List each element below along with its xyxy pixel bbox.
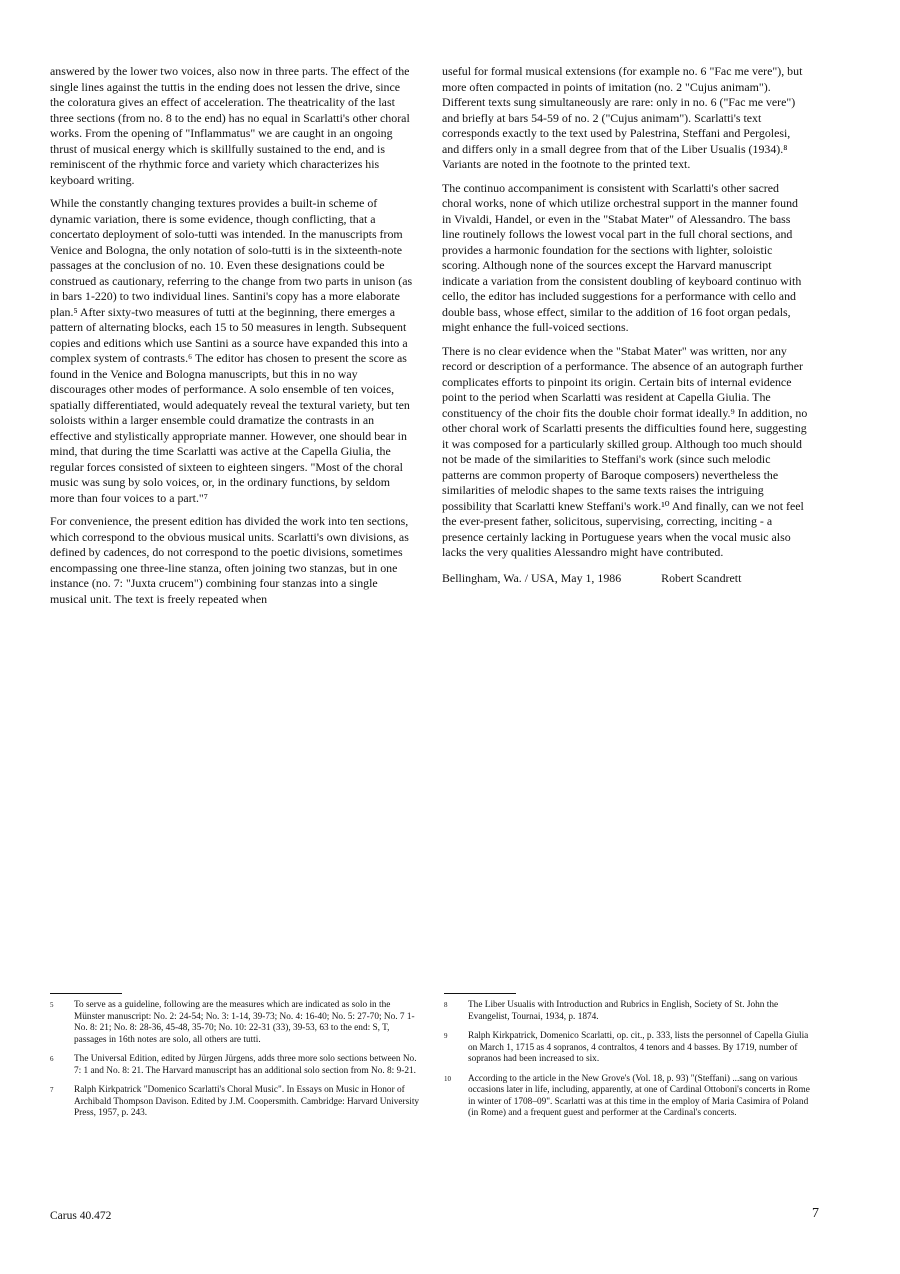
footnote-mark: 7: [50, 1086, 54, 1094]
footnote-mark: 5: [50, 1001, 54, 1009]
footnote-mark: 6: [50, 1055, 54, 1063]
paragraph: answered by the lower two voices, also now in three parts. The effect of the single lines against the tuttis in the ending does not lessen the drive, since the coloratura gives an effect of acceleration. The theatricality of the last three sections (from no. 8 to the end) has no equal in Scarlatti's other choral works. From the opening of "Inflammatus" we are caught in an ongoing thrust of musical energy which is skillfully sustained to the end, and is reminiscent of the rhythmic force and variety which characterizes his keyboard writing.: [50, 64, 410, 187]
paragraph: While the constantly changing textures provides a built-in scheme of dynamic variation, there is some evidence, though conflicting, that a concertato deployment of solo-tutti was intended. In the manuscripts from Venice and Bologna, the only notation of solo-tutti is in the sixteenth-note passages at the conclusion of no. 10. Even these designations could be construed as cautionary, referring to the change from two parts in unison (as in bars 1-220) to two individual lines. Santini's copy has a more elaborate plan.⁵ After sixty-two measures of tutti at the beginning, there emerges a pattern of alternating blocks, each 15 to 50 measures in length. Subsequent copies and editions which use Santini as a source have expanded this into a complex system of contrasts.⁶ The editor has chosen to present the score as found in the Venice and Bologna manuscripts, but this in no way discourages other modes of performance. A solo ensemble of ten voices, spatially differentiated, would adequately reveal the textural variety, but ten soloists within a larger ensemble could dramatize the contrasts in an effective and stylistically appropriate manner. However, one should bear in mind, that during the time Scarlatti was active at the Capella Giulia, the regular forces consisted of sixteen to eighteen singers. "Most of the choral music was sung by solo voices, or, in the ordinary functions, by seldom more than four voices to a part."⁷: [50, 196, 413, 505]
paragraph: The continuo accompaniment is consistent with Scarlatti's other sacred choral works, none of which utilize orchestral support in the manner found in Vivaldi, Handel, or even in the "Stabat Mater" of Alessandro. The bass line routinely follows the lowest vocal part in the full choral sections, and provides a harmonic foundation for the sections with lighter, soloistic scoring. Although none of the sources except the Harvard manuscript indicate a variation from the consistent doubling of keyboard continuo with cello, the editor has included suggestions for a performance with cello and double bass, whose effect, similar to the addition of 16 foot organ pedals, might enhance the full-voiced sections.: [442, 180, 802, 334]
footnote-text: The Liber Usualis with Introduction and Rubrics in English, Society of St. John the Evangelist, Tournai, 1934, p. 1874.: [468, 1000, 779, 1022]
footnote: [50, 1000, 420, 1046]
footnote-text: According to the article in the New Grove's (Vol. 18, p. 93) "(Steffani) ...sang on various occasions later in life, including, apparently, at one of Cardinal Ottoboni's concerts in Rome in winter of 1708–09". Scarlatti was at this time in the employ of Maria Casimira of Poland (in Rome) and a frequent guest and performer at the Cardinal's concerts.: [468, 1073, 810, 1118]
footnote: [444, 1000, 814, 1023]
page-number: 7: [812, 1206, 819, 1221]
footnote-mark: 9: [444, 1032, 448, 1040]
footnotes-left: [50, 993, 420, 1128]
left-column: [50, 64, 416, 615]
footnote-text: To serve as a guideline, following are the measures which are indicated as solo in the Münster manuscript: No. 2: 24-54; No. 3: 1-14, 39-73; No. 4: 16-40; No. 5: 27-70; No. 7 1-No. 8: 21; No. 8: 28-36, 45-48, 35-70; No. 10: 22-31 (33), 39-53, 63 to the end: S, T, passages in 16th notes are solo, all others are tutti.: [74, 1000, 415, 1045]
footnote: [50, 1054, 420, 1077]
footnote-rule: [444, 993, 516, 994]
footnote: [50, 1085, 420, 1120]
signature: [442, 571, 808, 587]
footnote-text: Ralph Kirkpatrick, Domenico Scarlatti, op. cit., p. 333, lists the personnel of Capella Giulia on March 1, 1715 as 4 sopranos, 4 contraltos, 4 tenors and 4 basses. By 1719, number of sopranos had been increased to six.: [468, 1031, 809, 1064]
footnote-mark: 10: [444, 1074, 451, 1083]
paragraph: For convenience, the present edition has divided the work into ten sections, which correspond to the obvious musical units. Scarlatti's own divisions, as defined by cadences, do not correspond to the poetic divisions, sometimes encompassing one three-line stanza, often joining two stanzas, but in one instance (no. 7: "Juxta crucem") combining four stanzas into a single musical unit. The text is freely repeated when: [50, 514, 409, 606]
right-column: [442, 64, 808, 586]
footnotes-right: [444, 993, 814, 1128]
publisher-code: Carus 40.472: [50, 1210, 112, 1222]
paragraph: There is no clear evidence when the "Stabat Mater" was written, nor any record or description of a performance. The absence of an autograph further complicates efforts to pinpoint its origin. Certain bits of internal evidence point to the period when Scarlatti was resident at Capella Giulia. The constituency of the choir fits the double choir format ideally.⁹ In addition, no other choral work of Scarlatti presents the difficulties found here, suggesting it was composed for a particularly skilled group. Although too much should not be made of the similarities to Steffani's work (since such melodic patterns are common property of Baroque composers) nevertheless the similarities of melodic shapes to the same texts raises the intriguing possibility that Scarlatti knew Steffani's work.¹⁰ And finally, can we not feel the ever-present father, solicitous, supervising, correcting, inciting - a presence certainly lacking in Portuguese years when the vocal music also lacks the very qualities Alessandro might have contributed.: [442, 343, 808, 559]
footnote-mark: 8: [444, 1001, 448, 1009]
footnote: [444, 1074, 814, 1120]
footnote-text: Ralph Kirkpatrick "Domenico Scarlatti's Choral Music". In Essays on Music in Honor of Archibald Thompson Davison. Edited by J.M. Coopersmith. Cambridge: Harvard University Press, 1957, p. 243.: [74, 1085, 420, 1118]
signature-place-date: Bellingham, Wa. / USA, May 1, 1986: [442, 570, 622, 585]
footnote: [444, 1031, 814, 1066]
footnote-rule: [50, 993, 122, 994]
signature-author: Robert Scandrett: [661, 570, 742, 585]
footnote-text: The Universal Edition, edited by Jürgen Jürgens, adds three more solo sections between No. 7: 1 and No. 8: 21. The Harvard manuscript has an additional solo section from No. 8: 9-21.: [74, 1054, 417, 1076]
paragraph: useful for formal musical extensions (for example no. 6 "Fac me vere"), but more often compacted in points of imitation (no. 2 "Cujus animam"). Different texts sung simultaneously are rare: only in no. 6 ("Fac me vere") and briefly at bars 54-59 of no. 2 ("Cujus animam"). Scarlatti's text corresponds exactly to the text used by Palestrina, Steffani and Pergolesi, and differs only in a small degree from that of the Liber Usualis (1934).⁸ Variants are noted in the footnote to the printed text.: [442, 64, 803, 171]
